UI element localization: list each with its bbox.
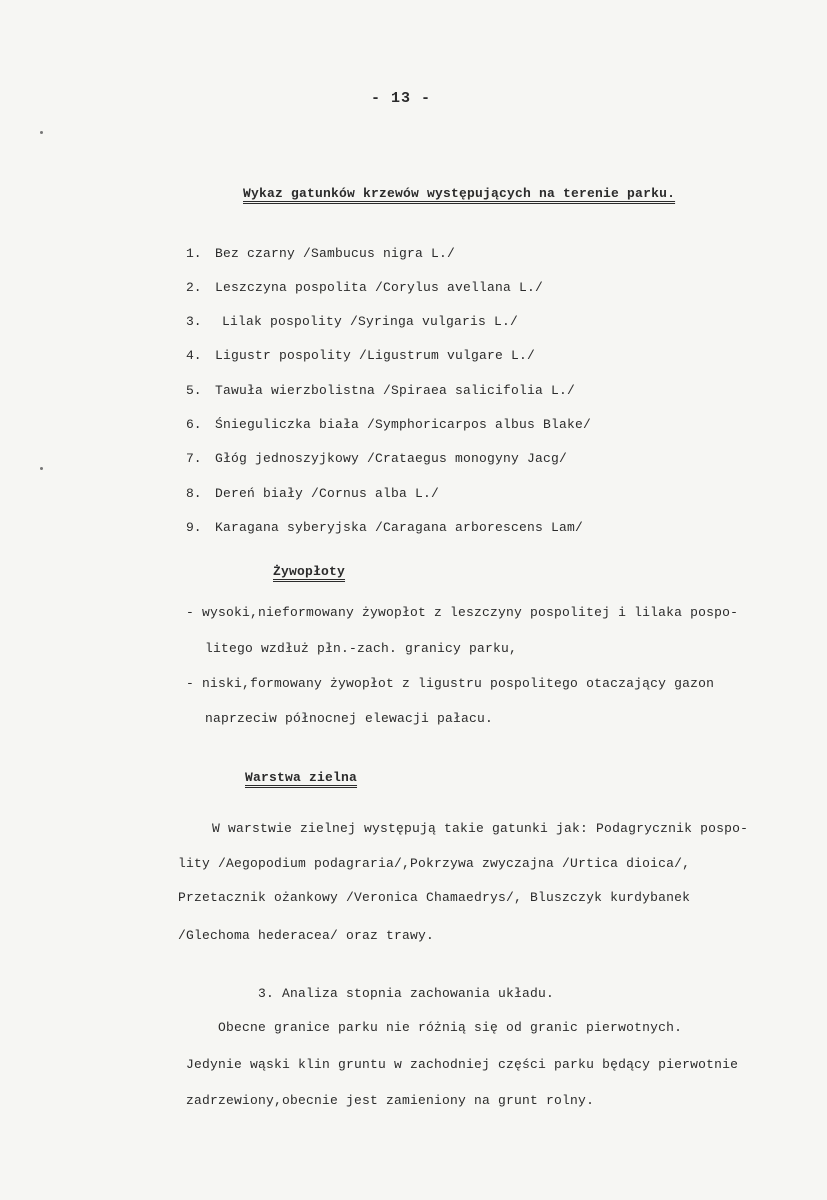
list-item-number: 3.: [186, 314, 202, 329]
hedges-heading: Żywopłoty: [273, 564, 346, 579]
paragraph-line: Przetacznik ożankowy /Veronica Chamaedrys/, Bluszczyk kurdybanek: [178, 890, 691, 905]
list-item-number: 2.: [186, 280, 202, 295]
paragraph-line: - wysoki,nieformowany żywopłot z leszczyny pospolitej i lilaka pospo-: [186, 605, 739, 620]
herb-layer-heading: Warstwa zielna: [245, 770, 358, 785]
list-item: Śnieguliczka biała /Symphoricarpos albus Blake/: [215, 417, 592, 432]
paragraph-line: Jedynie wąski klin gruntu w zachodniej części parku będący pierwotnie: [186, 1057, 739, 1072]
list-item: Leszczyna pospolita /Corylus avellana L./: [215, 280, 544, 295]
list-item-number: 7.: [186, 451, 202, 466]
paragraph-line: - niski,formowany żywopłot z ligustru pospolitego otaczający gazon: [186, 676, 715, 691]
list-item-number: 8.: [186, 486, 202, 501]
scan-speck: [40, 131, 43, 134]
list-item: Bez czarny /Sambucus nigra L./: [215, 246, 456, 261]
list-item: Ligustr pospolity /Ligustrum vulgare L./: [215, 348, 536, 363]
list-item: Głóg jednoszyjkowy /Crataegus monogyny Jacg/: [215, 451, 568, 466]
paragraph-line: W warstwie zielnej występują takie gatunki jak: Podagrycznik pospo-: [212, 821, 749, 836]
page-number: - 13 -: [371, 90, 432, 107]
paragraph-line: /Glechoma hederacea/ oraz trawy.: [178, 928, 435, 943]
list-item: Lilak pospolity /Syringa vulgaris L./: [222, 314, 519, 329]
paragraph-line: lity /Aegopodium podagraria/,Pokrzywa zwyczajna /Urtica dioica/,: [178, 856, 691, 871]
list-item-number: 1.: [186, 246, 202, 261]
paragraph-line: Obecne granice parku nie różnią się od granic pierwotnych.: [218, 1020, 683, 1035]
list-item: Karagana syberyjska /Caragana arborescens Lam/: [215, 520, 584, 535]
list-item: Tawuła wierzbolistna /Spiraea salicifolia L./: [215, 383, 576, 398]
list-item-number: 5.: [186, 383, 202, 398]
list-title: Wykaz gatunków krzewów występujących na terenie parku.: [243, 186, 676, 201]
list-item-number: 6.: [186, 417, 202, 432]
paragraph-line: litego wzdłuż płn.-zach. granicy parku,: [205, 641, 518, 656]
paragraph-line: zadrzewiony,obecnie jest zamieniony na grunt rolny.: [186, 1093, 595, 1108]
section-heading: 3. Analiza stopnia zachowania układu.: [258, 986, 555, 1001]
list-item-number: 9.: [186, 520, 202, 535]
paragraph-line: naprzeciw północnej elewacji pałacu.: [205, 711, 494, 726]
list-item-number: 4.: [186, 348, 202, 363]
scan-speck: [40, 467, 43, 470]
list-item: Dereń biały /Cornus alba L./: [215, 486, 440, 501]
